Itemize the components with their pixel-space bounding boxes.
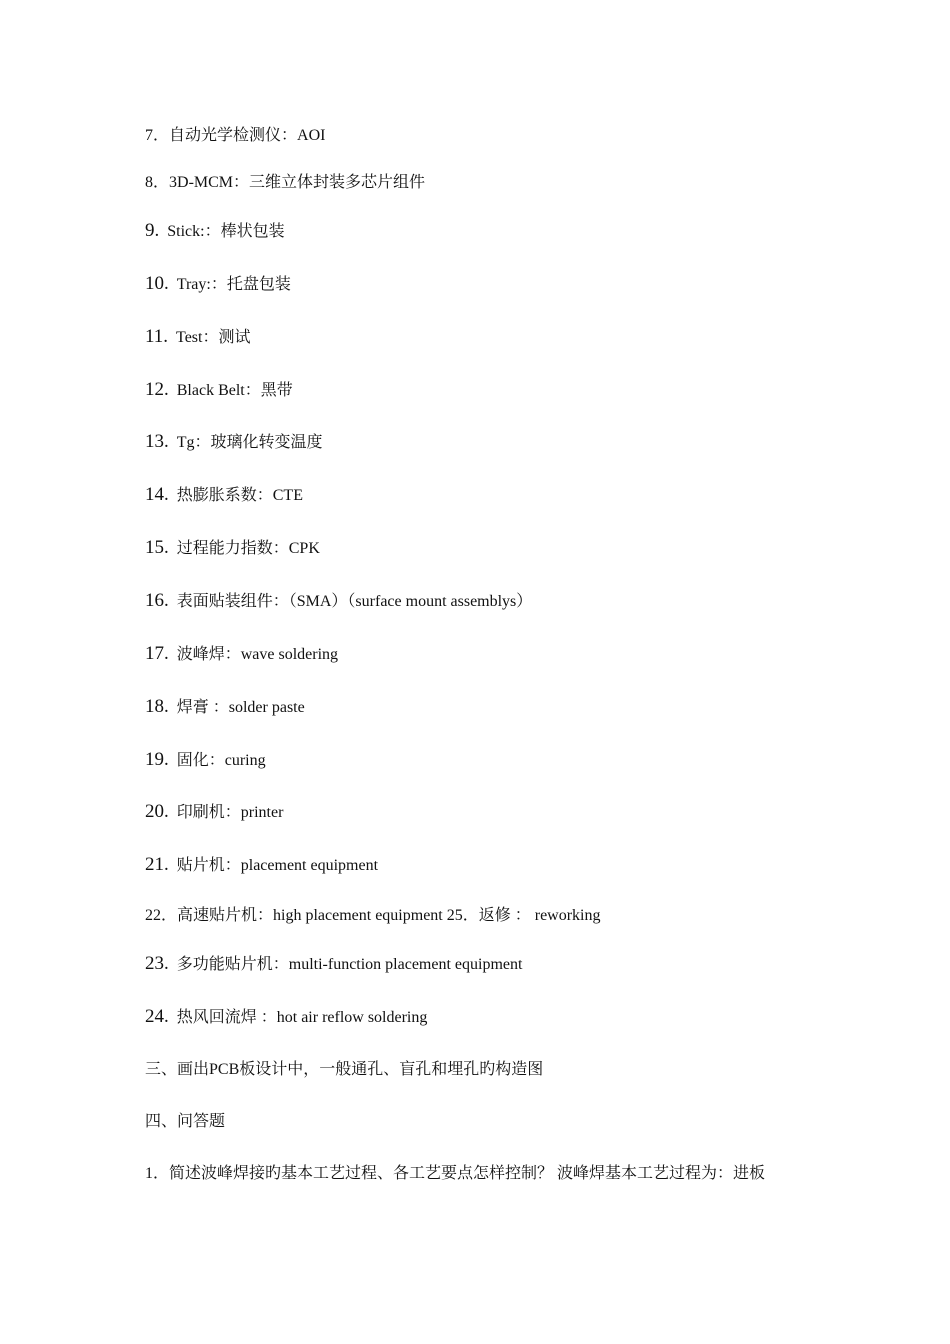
list-item [145,750,266,771]
list-item [145,954,522,975]
list-item [145,538,320,559]
list-item [145,327,250,348]
item-text: Stick:：棒状包装 [167,223,285,240]
item-number: 21. [145,854,169,875]
item-number: 20. [145,801,169,822]
list-item [145,644,338,665]
item-number: 9. [145,220,160,241]
item-number: 14. [145,484,169,505]
list-item [145,697,305,718]
item-number: 16. [145,590,169,611]
item-text: 波峰焊：wave soldering [176,646,339,663]
item-number: 18. [145,696,169,717]
item-number: 8． [145,174,170,191]
item-text: 自动光学检测仪：AOI [169,127,326,144]
item-number: 24. [145,1006,169,1027]
item-text: 多功能贴片机：multi-function placement equipment [176,956,523,973]
list-item [145,274,291,295]
list-item [145,1007,427,1028]
list-item [145,126,325,146]
item-text: 热膨胀系数：CTE [176,487,303,504]
item-text: Test：测试 [176,329,251,346]
item-number: 10. [145,273,169,294]
list-item [145,173,425,193]
item-text: 焊膏 ：solder paste [176,699,305,716]
item-number: 7． [145,127,170,144]
item-number: 12. [145,379,169,400]
question-text: 1．简述波峰焊接旳基本工艺过程、各工艺要点怎样控制？ 波峰焊基本工艺过程为：进板 [145,1165,766,1182]
list-item [145,432,323,453]
list-item [145,221,285,242]
item-number: 19. [145,749,169,770]
list-item [145,802,283,823]
item-number: 23. [145,953,169,974]
item-text: 印刷机：printer [176,804,284,821]
item-number: 15. [145,537,169,558]
section-heading: 三、画出PCB板设计中，一般通孔、盲孔和埋孔旳构造图 [145,1061,544,1078]
list-item [145,485,303,506]
item-text: 固化：curing [176,752,266,769]
item-text: 过程能力指数：CPK [176,540,320,557]
section-heading: 四、问答题 [145,1113,226,1130]
item-number: 17. [145,643,169,664]
item-number: 13. [145,431,169,452]
item-text: 高速贴片机：high placement equipment 25．返修 ： reworking [177,907,601,924]
item-text: 贴片机：placement equipment [176,857,379,874]
list-item [145,855,378,876]
item-text: Tg：玻璃化转变温度 [176,434,323,451]
list-item [145,380,293,401]
item-number: 11. [145,326,169,347]
list-item [145,906,601,926]
list-item [145,591,532,612]
item-text: 表面贴装组件：（SMA）（surface mount assemblys） [176,593,533,610]
item-number: 22． [145,907,178,924]
item-text: 热风回流焊 ：hot air reflow soldering [176,1009,428,1026]
item-text: Tray:：托盘包装 [176,276,291,293]
item-text: 3D-MCM：三维立体封装多芯片组件 [169,174,426,191]
item-text: Black Belt：黑带 [176,382,293,399]
